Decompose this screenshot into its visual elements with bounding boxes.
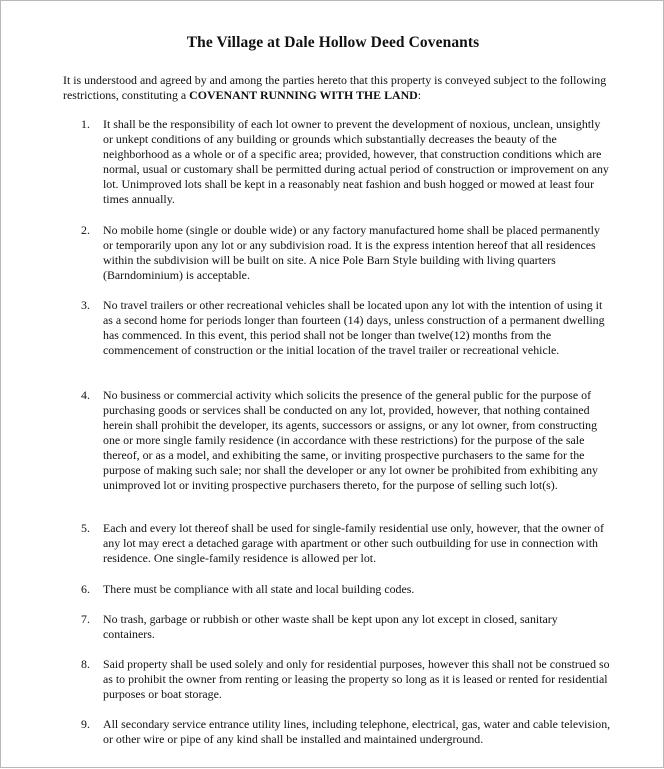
intro-suffix: : (417, 88, 422, 102)
covenant-number: 3. (81, 298, 90, 312)
covenant-list (1, 1, 664, 769)
covenant-number: 4. (81, 388, 90, 402)
covenant-number: 9. (81, 717, 90, 731)
covenant-text: No travel trailers or other recreational vehicles shall be located upon any lot with the intention of using it as a second home for periods longer than fourteen (14) days, unless construction of a permanent dwelling has commenced. In this event, this period shall not be longer than twelve(12) months from the commencement of construction or the initial location of the travel trailer or recreational vehicle. (103, 298, 605, 357)
covenant-text: Each and every lot thereof shall be used for single-family residential use only, however, that the owner of any lot may erect a detached garage with apartment or other such outbuilding for use in connection with residence. One single-family residence is allowed per lot. (103, 521, 604, 565)
covenant-text: No trash, garbage or rubbish or other waste shall be kept upon any lot except in closed, sanitary containers. (103, 612, 558, 641)
covenant-number: 7. (81, 612, 90, 626)
covenant-text: It shall be the responsibility of each lot owner to prevent the development of noxious, unclean, unsightly or unkept conditions of any building or grounds which substantially decreases the beauty of the neighborhood as a whole or of a specific area; provided, however, that construction conditions which are normal, usual or customary shall be permitted during actual period of construction or improvement on any lot. Unimproved lots shall be kept in a reasonably neat fashion and bush hogged or mowed at least four times annually. (103, 117, 609, 206)
intro-emphasis: COVENANT RUNNING WITH THE LAND (189, 88, 418, 102)
covenant-text: No business or commercial activity which solicits the presence of the general public for the purpose of purchasing goods or services shall be conducted on any lot, provided, however, that nothing contained herein shall prohibit the developer, its agents, successors or assigns, or any lot owner, from constructing one or more single family residence (in accordance with these restrictions) for the purpose of the sale thereof, or as a model, and exhibiting the same, or inviting prospective purchasers to the same for the purpose of making such sale; nor shall the developer or any lot owner be prohibited from exhibiting any unimproved lot or inviting prospective purchasers thereto, for the purpose of selling such lot(s). (103, 388, 598, 492)
covenant-number: 8. (81, 657, 90, 671)
document-title: The Village at Dale Hollow Deed Covenants (186, 34, 480, 51)
covenant-number: 2. (81, 223, 90, 237)
covenant-text: No mobile home (single or double wide) or any factory manufactured home shall be placed permanently or temporarily upon any lot or any subdivision road. It is the express intention hereof that all residences within the subdivision will be built on site. A nice Pole Barn Style building with living quarters (Barndominium) is acceptable. (103, 223, 600, 282)
covenant-text: There must be compliance with all state and local building codes. (103, 582, 415, 596)
covenant-number: 1. (81, 117, 90, 131)
intro-text: It is understood and agreed by and among the parties hereto that this property is conveyed subject to the following restrictions, constituting a (63, 73, 607, 102)
covenant-text: Said property shall be used solely and only for residential purposes, however this shall not be construed so as to prohibit the owner from renting or leasing the property so long as it is leased or rented for residential purposes or boat storage. (103, 657, 610, 701)
covenant-number: 6. (81, 582, 90, 596)
covenant-text: All secondary service entrance utility lines, including telephone, electrical, gas, water and cable television, or other wire or pipe of any kind shall be installed and maintained underground. (103, 717, 611, 746)
covenant-number: 5. (81, 521, 90, 535)
